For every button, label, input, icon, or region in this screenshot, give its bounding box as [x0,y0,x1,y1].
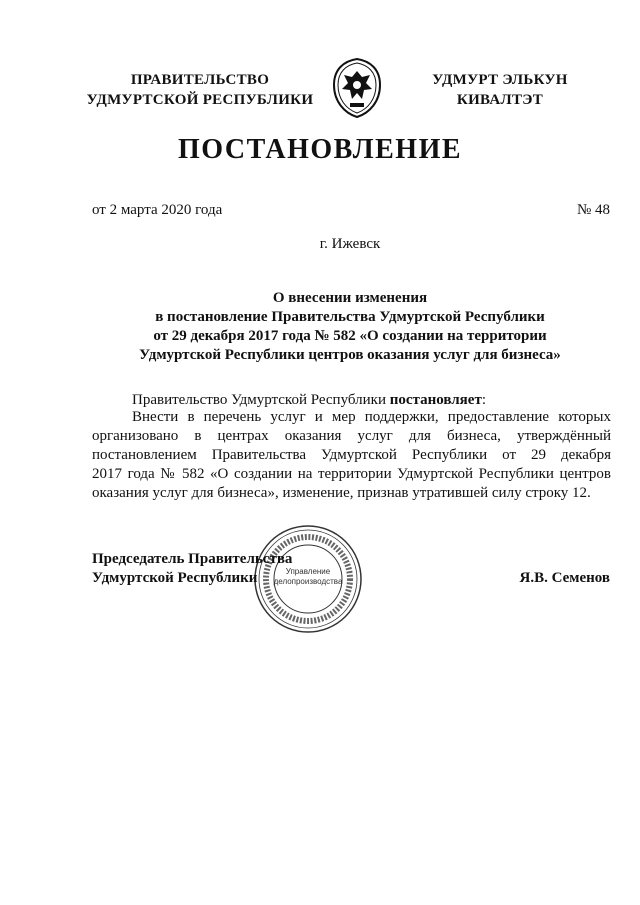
issuer-udm-line-2: КИВАЛТЭТ [456,92,544,108]
intro-colon: : [481,392,486,408]
subject-line-4: Удмуртской Республики центров оказания услуг для бизнеса» [139,347,561,363]
paragraph-line-5: оказания услуг для бизнеса», изменение, признав утратившей силу строку 12. [92,485,591,501]
document-date: от 2 марта 2020 года [92,202,223,218]
document-number: № 48 [576,202,610,218]
issuer-line-2: УДМУРТСКОЙ РЕСПУБЛИКИ [86,92,314,108]
signatory-position-line-1: Председатель Правительства [92,551,293,567]
subject-line-3: от 29 декабря 2017 года № 582 «О создании на территории [153,328,547,344]
document-title: ПОСТАНОВЛЕНИЕ [177,134,463,165]
stamp-line-1: Управление [285,567,331,576]
issuer-udm-line-1: УДМУРТ ЭЛЬКУН [432,72,568,88]
intro-text: Правительство Удмуртской Республики [132,392,390,408]
resolution-paragraph [92,408,611,503]
coat-of-arms-icon [330,57,384,119]
paragraph-line-2: организовано в центрах оказания услуг для бизнеса, утверждённый [92,428,611,444]
issuer-line-1: ПРАВИТЕЛЬСТВО [130,72,270,88]
document-subject [100,289,600,365]
stamp-line-2: делопроизводства [273,577,343,586]
subject-line-1: О внесении изменения [272,290,428,306]
issuer-block-udm [410,70,590,110]
paragraph-line-3: постановлением Правительства Удмуртской Республики от 29 декабря [92,447,611,463]
paragraph-line-4: 2017 года № 582 «О создании на территории Удмуртской Республики центров [92,466,611,482]
signatory-name: Я.В. Семенов [519,570,610,586]
intro-verb: постановляет [389,392,482,408]
paragraph-line-1: Внести в перечень услуг и мер поддержки, предоставление которых [132,409,611,425]
signatory-position-line-2: Удмуртской Республики [92,570,258,586]
document-city: г. Ижевск [319,236,381,252]
subject-line-2: в постановление Правительства Удмуртской Республики [155,309,545,325]
issuer-block-ru [80,70,320,110]
signatory-position [92,550,292,588]
